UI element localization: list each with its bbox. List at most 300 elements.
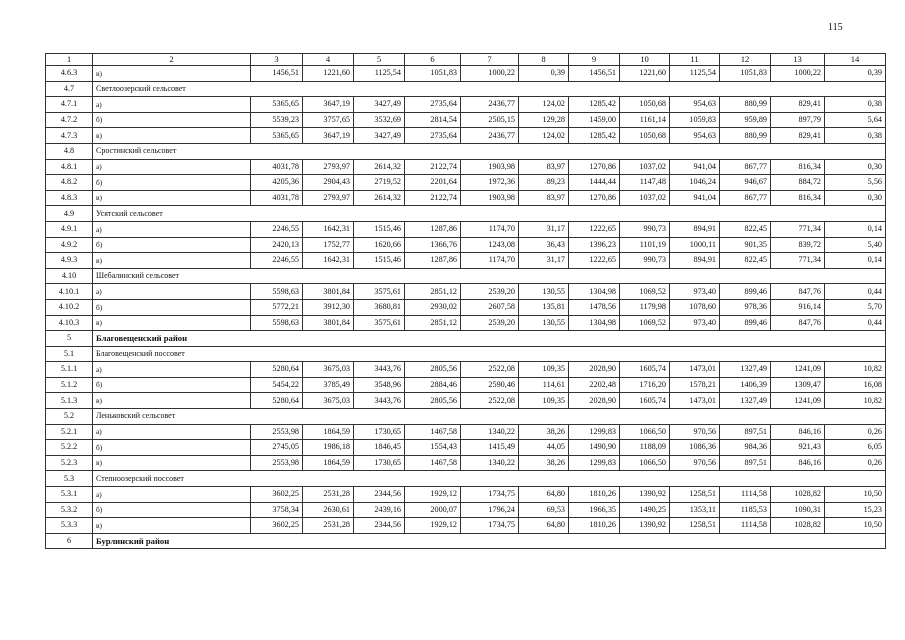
row-number: 4.10.3 xyxy=(46,315,93,331)
value-cell: 2904,43 xyxy=(303,175,354,191)
value-cell: 822,45 xyxy=(720,221,771,237)
value-cell: 64,80 xyxy=(519,518,569,534)
value-cell: 899,46 xyxy=(720,315,771,331)
value-cell: 3675,03 xyxy=(303,362,354,378)
value-cell: 1299,83 xyxy=(569,455,620,471)
row-number: 5.1.1 xyxy=(46,362,93,378)
value-cell: 3758,34 xyxy=(251,502,303,518)
column-header: 4 xyxy=(303,54,354,66)
value-cell: 2539,20 xyxy=(461,284,519,300)
value-cell: 5598,63 xyxy=(251,315,303,331)
value-cell: 3801,84 xyxy=(303,315,354,331)
value-cell: 1037,02 xyxy=(620,159,670,175)
value-cell: 0,26 xyxy=(825,455,886,471)
value-cell: 2735,64 xyxy=(405,128,461,144)
column-header: 5 xyxy=(354,54,405,66)
value-cell: 1554,43 xyxy=(405,440,461,456)
value-cell: 1125,54 xyxy=(670,66,720,82)
variant-label: б) xyxy=(93,237,251,253)
table-row xyxy=(46,455,886,471)
value-cell: 1125,54 xyxy=(354,66,405,82)
variant-label: в) xyxy=(93,190,251,206)
value-cell: 0,14 xyxy=(825,221,886,237)
variant-label: в) xyxy=(93,128,251,144)
value-cell: 10,82 xyxy=(825,393,886,409)
value-cell: 1366,76 xyxy=(405,237,461,253)
value-cell: 3427,49 xyxy=(354,97,405,113)
value-cell: 135,81 xyxy=(519,299,569,315)
column-header: 12 xyxy=(720,54,771,66)
section-row xyxy=(46,81,886,97)
value-cell: 3647,19 xyxy=(303,97,354,113)
value-cell: 1390,92 xyxy=(620,518,670,534)
value-cell: 1114,58 xyxy=(720,487,771,503)
value-cell: 0,39 xyxy=(825,66,886,82)
value-cell: 0,30 xyxy=(825,159,886,175)
section-row xyxy=(46,268,886,284)
section-row xyxy=(46,471,886,487)
value-cell: 822,45 xyxy=(720,253,771,269)
value-cell: 1903,98 xyxy=(461,190,519,206)
variant-label: в) xyxy=(93,315,251,331)
value-cell: 114,61 xyxy=(519,377,569,393)
value-cell: 5,40 xyxy=(825,237,886,253)
row-number: 4.10 xyxy=(46,268,93,284)
value-cell: 2000,07 xyxy=(405,502,461,518)
value-cell: 5,56 xyxy=(825,175,886,191)
value-cell: 0,38 xyxy=(825,97,886,113)
value-cell: 880,99 xyxy=(720,97,771,113)
value-cell: 2202,48 xyxy=(569,377,620,393)
value-cell: 1221,60 xyxy=(620,66,670,82)
value-cell: 69,53 xyxy=(519,502,569,518)
value-cell: 83,97 xyxy=(519,159,569,175)
value-cell: 2805,56 xyxy=(405,393,461,409)
value-cell: 867,77 xyxy=(720,190,771,206)
value-cell: 1270,86 xyxy=(569,190,620,206)
value-cell: 1188,09 xyxy=(620,440,670,456)
value-cell: 1028,82 xyxy=(771,487,825,503)
value-cell: 2436,77 xyxy=(461,128,519,144)
row-number: 5.1 xyxy=(46,346,93,362)
value-cell: 0,26 xyxy=(825,424,886,440)
value-cell: 954,63 xyxy=(670,128,720,144)
value-cell: 0,14 xyxy=(825,253,886,269)
value-cell: 2439,16 xyxy=(354,502,405,518)
table-row xyxy=(46,159,886,175)
value-cell: 16,08 xyxy=(825,377,886,393)
value-cell: 3575,61 xyxy=(354,315,405,331)
row-number: 4.9.3 xyxy=(46,253,93,269)
value-cell: 2814,54 xyxy=(405,112,461,128)
value-cell: 1340,22 xyxy=(461,455,519,471)
value-cell: 2884,46 xyxy=(405,377,461,393)
value-cell: 1221,60 xyxy=(303,66,354,82)
row-number: 5.1.3 xyxy=(46,393,93,409)
value-cell: 2531,28 xyxy=(303,518,354,534)
row-number: 4.8.1 xyxy=(46,159,93,175)
value-cell: 1810,26 xyxy=(569,487,620,503)
value-cell: 2851,12 xyxy=(405,284,461,300)
value-cell: 2745,05 xyxy=(251,440,303,456)
value-cell: 0,38 xyxy=(825,128,886,144)
value-cell: 916,14 xyxy=(771,299,825,315)
value-cell: 1810,26 xyxy=(569,518,620,534)
value-cell: 1174,70 xyxy=(461,253,519,269)
value-cell: 1179,98 xyxy=(620,299,670,315)
value-cell: 2122,74 xyxy=(405,159,461,175)
value-cell: 1986,18 xyxy=(303,440,354,456)
value-cell: 1309,47 xyxy=(771,377,825,393)
value-cell: 2735,64 xyxy=(405,97,461,113)
row-number: 4.7.3 xyxy=(46,128,93,144)
value-cell: 1406,39 xyxy=(720,377,771,393)
value-cell: 1456,51 xyxy=(251,66,303,82)
table-row xyxy=(46,221,886,237)
row-number: 4.8 xyxy=(46,143,93,159)
value-cell: 1069,52 xyxy=(620,284,670,300)
row-number: 4.7.2 xyxy=(46,112,93,128)
page-number: 115 xyxy=(828,22,843,33)
table-row xyxy=(46,487,886,503)
value-cell: 846,16 xyxy=(771,455,825,471)
value-cell: 1444,44 xyxy=(569,175,620,191)
table-row xyxy=(46,424,886,440)
value-cell: 978,36 xyxy=(720,299,771,315)
value-cell: 2436,77 xyxy=(461,97,519,113)
value-cell: 10,50 xyxy=(825,487,886,503)
value-cell: 4031,78 xyxy=(251,159,303,175)
value-cell: 1258,51 xyxy=(670,518,720,534)
value-cell: 897,79 xyxy=(771,112,825,128)
value-cell: 3532,69 xyxy=(354,112,405,128)
column-header: 13 xyxy=(771,54,825,66)
value-cell: 1059,83 xyxy=(670,112,720,128)
variant-label: в) xyxy=(93,66,251,82)
value-cell: 5539,23 xyxy=(251,112,303,128)
table-row xyxy=(46,299,886,315)
variant-label: б) xyxy=(93,299,251,315)
value-cell: 1478,56 xyxy=(569,299,620,315)
section-title: Сростинский сельсовет xyxy=(93,143,886,159)
value-cell: 89,23 xyxy=(519,175,569,191)
value-cell: 897,51 xyxy=(720,455,771,471)
value-cell: 1490,25 xyxy=(620,502,670,518)
table-row xyxy=(46,128,886,144)
value-cell: 1864,59 xyxy=(303,424,354,440)
value-cell: 1456,51 xyxy=(569,66,620,82)
column-header: 11 xyxy=(670,54,720,66)
column-header: 7 xyxy=(461,54,519,66)
value-cell: 3680,81 xyxy=(354,299,405,315)
row-number: 6 xyxy=(46,533,93,549)
value-cell: 2607,58 xyxy=(461,299,519,315)
variant-label: в) xyxy=(93,518,251,534)
value-cell: 2522,08 xyxy=(461,393,519,409)
table-row xyxy=(46,190,886,206)
value-cell: 2793,97 xyxy=(303,159,354,175)
table-row xyxy=(46,502,886,518)
value-cell: 1473,01 xyxy=(670,362,720,378)
variant-label: б) xyxy=(93,440,251,456)
value-cell: 2531,28 xyxy=(303,487,354,503)
value-cell: 3647,19 xyxy=(303,128,354,144)
value-cell: 1028,82 xyxy=(771,518,825,534)
value-cell: 867,77 xyxy=(720,159,771,175)
value-cell: 2505,15 xyxy=(461,112,519,128)
value-cell: 954,63 xyxy=(670,97,720,113)
value-cell: 990,73 xyxy=(620,253,670,269)
value-cell: 899,46 xyxy=(720,284,771,300)
variant-label: в) xyxy=(93,455,251,471)
value-cell: 2539,20 xyxy=(461,315,519,331)
variant-label: а) xyxy=(93,159,251,175)
value-cell: 771,34 xyxy=(771,221,825,237)
value-cell: 5280,64 xyxy=(251,393,303,409)
variant-label: а) xyxy=(93,362,251,378)
row-number: 5.2.2 xyxy=(46,440,93,456)
value-cell: 1467,58 xyxy=(405,455,461,471)
value-cell: 1734,75 xyxy=(461,518,519,534)
row-number: 5.2.3 xyxy=(46,455,93,471)
section-title: Леньковский сельсовет xyxy=(93,409,886,425)
value-cell: 1050,68 xyxy=(620,97,670,113)
value-cell: 44,05 xyxy=(519,440,569,456)
value-cell: 970,56 xyxy=(670,455,720,471)
variant-label: в) xyxy=(93,253,251,269)
value-cell: 1287,86 xyxy=(405,253,461,269)
variant-label: а) xyxy=(93,97,251,113)
value-cell: 1716,20 xyxy=(620,377,670,393)
value-cell: 1730,65 xyxy=(354,424,405,440)
value-cell: 2930,02 xyxy=(405,299,461,315)
value-cell: 1101,19 xyxy=(620,237,670,253)
value-cell: 1000,11 xyxy=(670,237,720,253)
value-cell: 2201,64 xyxy=(405,175,461,191)
row-number: 4.8.2 xyxy=(46,175,93,191)
value-cell: 2553,98 xyxy=(251,455,303,471)
value-cell: 2805,56 xyxy=(405,362,461,378)
value-cell: 5365,65 xyxy=(251,97,303,113)
value-cell: 1174,70 xyxy=(461,221,519,237)
column-header: 9 xyxy=(569,54,620,66)
value-cell: 2246,55 xyxy=(251,253,303,269)
table-row xyxy=(46,362,886,378)
value-cell: 1972,36 xyxy=(461,175,519,191)
value-cell: 0,39 xyxy=(519,66,569,82)
section-row xyxy=(46,206,886,222)
value-cell: 3602,25 xyxy=(251,518,303,534)
value-cell: 846,16 xyxy=(771,424,825,440)
value-cell: 1285,42 xyxy=(569,128,620,144)
table-row xyxy=(46,377,886,393)
value-cell: 2553,98 xyxy=(251,424,303,440)
row-number: 5.3 xyxy=(46,471,93,487)
variant-label: в) xyxy=(93,393,251,409)
value-cell: 1114,58 xyxy=(720,518,771,534)
value-cell: 1396,23 xyxy=(569,237,620,253)
row-number: 5.3.1 xyxy=(46,487,93,503)
value-cell: 1327,49 xyxy=(720,362,771,378)
table-row xyxy=(46,237,886,253)
value-cell: 2793,97 xyxy=(303,190,354,206)
variant-label: а) xyxy=(93,221,251,237)
variant-label: б) xyxy=(93,502,251,518)
row-number: 4.8.3 xyxy=(46,190,93,206)
value-cell: 5454,22 xyxy=(251,377,303,393)
district-title: Благовещенский район xyxy=(93,331,886,347)
value-cell: 2590,46 xyxy=(461,377,519,393)
value-cell: 1605,74 xyxy=(620,393,670,409)
table-row xyxy=(46,315,886,331)
value-cell: 990,73 xyxy=(620,221,670,237)
value-cell: 2614,32 xyxy=(354,159,405,175)
value-cell: 1287,86 xyxy=(405,221,461,237)
value-cell: 1459,00 xyxy=(569,112,620,128)
value-cell: 1222,65 xyxy=(569,253,620,269)
value-cell: 829,41 xyxy=(771,128,825,144)
value-cell: 1929,12 xyxy=(405,518,461,534)
value-cell: 1473,01 xyxy=(670,393,720,409)
value-cell: 829,41 xyxy=(771,97,825,113)
value-cell: 124,02 xyxy=(519,128,569,144)
value-cell: 1078,60 xyxy=(670,299,720,315)
value-cell: 3575,61 xyxy=(354,284,405,300)
section-row xyxy=(46,409,886,425)
value-cell: 1000,22 xyxy=(461,66,519,82)
value-cell: 1966,35 xyxy=(569,502,620,518)
table-row xyxy=(46,393,886,409)
value-cell: 1752,77 xyxy=(303,237,354,253)
table-row xyxy=(46,66,886,82)
value-cell: 1051,83 xyxy=(405,66,461,82)
column-header: 3 xyxy=(251,54,303,66)
value-cell: 970,56 xyxy=(670,424,720,440)
column-header: 14 xyxy=(825,54,886,66)
value-cell: 880,99 xyxy=(720,128,771,144)
value-cell: 10,82 xyxy=(825,362,886,378)
value-cell: 1730,65 xyxy=(354,455,405,471)
value-cell: 2630,61 xyxy=(303,502,354,518)
value-cell: 130,55 xyxy=(519,315,569,331)
value-cell: 1086,36 xyxy=(670,440,720,456)
value-cell: 5,70 xyxy=(825,299,886,315)
value-cell: 1304,98 xyxy=(569,315,620,331)
value-cell: 1353,11 xyxy=(670,502,720,518)
value-cell: 3912,30 xyxy=(303,299,354,315)
variant-label: а) xyxy=(93,284,251,300)
value-cell: 3757,65 xyxy=(303,112,354,128)
value-cell: 894,91 xyxy=(670,221,720,237)
row-number: 5.2 xyxy=(46,409,93,425)
value-cell: 3801,84 xyxy=(303,284,354,300)
table-body xyxy=(46,54,886,549)
variant-label: б) xyxy=(93,175,251,191)
value-cell: 941,04 xyxy=(670,159,720,175)
value-cell: 1037,02 xyxy=(620,190,670,206)
column-header: 8 xyxy=(519,54,569,66)
value-cell: 5,64 xyxy=(825,112,886,128)
value-cell: 5598,63 xyxy=(251,284,303,300)
value-cell: 771,34 xyxy=(771,253,825,269)
value-cell: 130,55 xyxy=(519,284,569,300)
value-cell: 1846,45 xyxy=(354,440,405,456)
value-cell: 3785,49 xyxy=(303,377,354,393)
value-cell: 1327,49 xyxy=(720,393,771,409)
variant-label: а) xyxy=(93,424,251,440)
table-row xyxy=(46,284,886,300)
value-cell: 1258,51 xyxy=(670,487,720,503)
value-cell: 1642,31 xyxy=(303,253,354,269)
value-cell: 3427,49 xyxy=(354,128,405,144)
value-cell: 1515,46 xyxy=(354,253,405,269)
value-cell: 0,30 xyxy=(825,190,886,206)
value-cell: 1929,12 xyxy=(405,487,461,503)
value-cell: 5280,64 xyxy=(251,362,303,378)
value-cell: 2028,90 xyxy=(569,393,620,409)
value-cell: 10,50 xyxy=(825,518,886,534)
value-cell: 83,97 xyxy=(519,190,569,206)
section-title: Благовещенский поссовет xyxy=(93,346,886,362)
value-cell: 1066,50 xyxy=(620,455,670,471)
value-cell: 894,91 xyxy=(670,253,720,269)
value-cell: 15,23 xyxy=(825,502,886,518)
value-cell: 38,26 xyxy=(519,424,569,440)
variant-label: б) xyxy=(93,377,251,393)
value-cell: 109,35 xyxy=(519,362,569,378)
section-title: Степноозерский поссовет xyxy=(93,471,886,487)
row-number: 5.2.1 xyxy=(46,424,93,440)
table-row xyxy=(46,253,886,269)
value-cell: 6,05 xyxy=(825,440,886,456)
value-cell: 109,35 xyxy=(519,393,569,409)
value-cell: 1642,31 xyxy=(303,221,354,237)
value-cell: 2719,52 xyxy=(354,175,405,191)
value-cell: 1147,48 xyxy=(620,175,670,191)
value-cell: 847,76 xyxy=(771,284,825,300)
district-row xyxy=(46,533,886,549)
data-table xyxy=(45,53,886,549)
value-cell: 1299,83 xyxy=(569,424,620,440)
value-cell: 1090,31 xyxy=(771,502,825,518)
value-cell: 5365,65 xyxy=(251,128,303,144)
value-cell: 941,04 xyxy=(670,190,720,206)
row-number: 5.3.3 xyxy=(46,518,93,534)
value-cell: 884,72 xyxy=(771,175,825,191)
section-title: Усятский сельсовет xyxy=(93,206,886,222)
value-cell: 2420,13 xyxy=(251,237,303,253)
value-cell: 1243,08 xyxy=(461,237,519,253)
value-cell: 3443,76 xyxy=(354,393,405,409)
value-cell: 973,40 xyxy=(670,284,720,300)
variant-label: б) xyxy=(93,112,251,128)
value-cell: 1515,46 xyxy=(354,221,405,237)
value-cell: 1069,52 xyxy=(620,315,670,331)
value-cell: 0,44 xyxy=(825,284,886,300)
value-cell: 921,43 xyxy=(771,440,825,456)
district-row xyxy=(46,331,886,347)
value-cell: 816,34 xyxy=(771,159,825,175)
column-header: 2 xyxy=(93,54,251,66)
value-cell: 31,17 xyxy=(519,221,569,237)
value-cell: 847,76 xyxy=(771,315,825,331)
value-cell: 3602,25 xyxy=(251,487,303,503)
value-cell: 839,72 xyxy=(771,237,825,253)
value-cell: 1605,74 xyxy=(620,362,670,378)
value-cell: 1000,22 xyxy=(771,66,825,82)
value-cell: 36,43 xyxy=(519,237,569,253)
value-cell: 1051,83 xyxy=(720,66,771,82)
